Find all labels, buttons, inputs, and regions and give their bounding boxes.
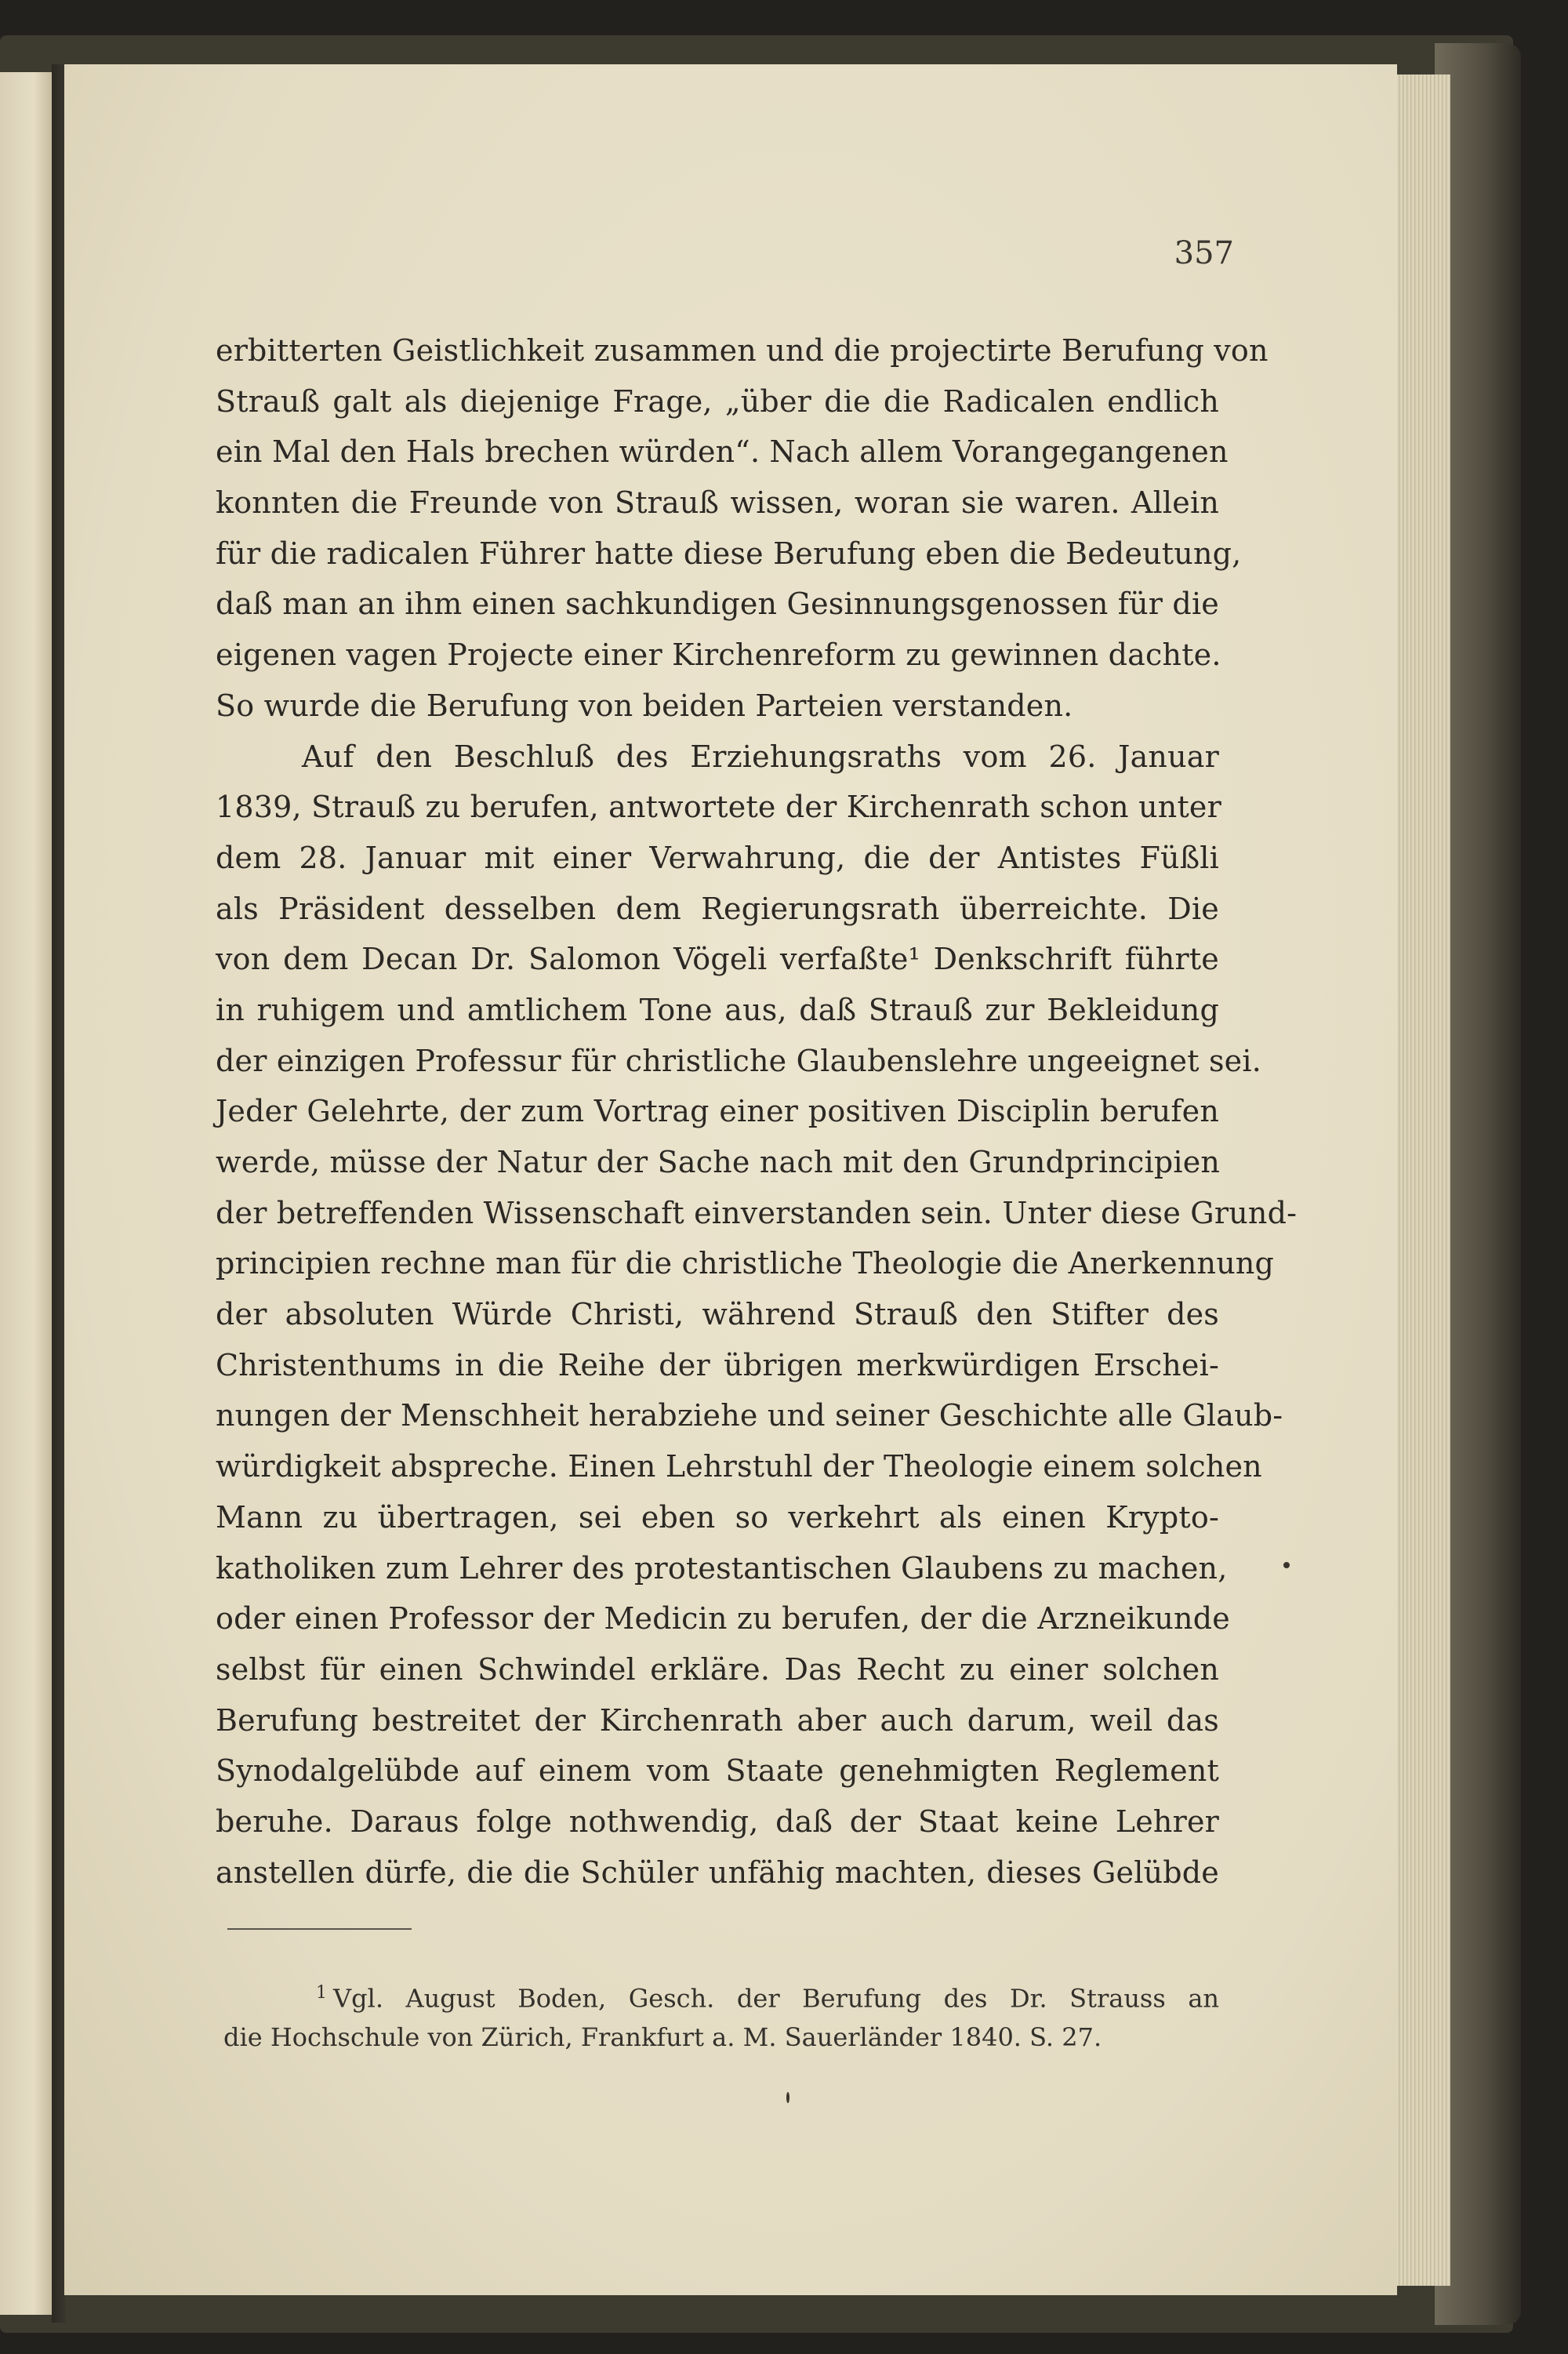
text-line: werde, müsse der Natur der Sache nach mit den Grundprincipien (216, 1145, 1221, 1179)
text-line: dem 28. Januar mit einer Verwahrung, die der Antistes Füßli (216, 840, 1219, 875)
text-line: So wurde die Berufung von beiden Parteien verstanden. (216, 688, 1073, 723)
text-line: anstellen dürfe, die die Schüler unfähig machten, dieses Gelübde (216, 1855, 1219, 1890)
text-line: principien rechne man für die christliche Theologie die Anerkennung (216, 1246, 1275, 1281)
text-line: ein Mal den Hals brechen würden“. Nach allem Vorangegangenen (216, 434, 1229, 470)
text-line: erbitterten Geistlichkeit zusammen und die projectirte Berufung von (216, 333, 1269, 368)
text-line: Berufung bestreitet der Kirchenrath aber auch darum, weil das (216, 1702, 1219, 1738)
text-line: konnten die Freunde von Strauß wissen, woran sie waren. Allein (216, 485, 1219, 521)
text-line: der einzigen Professur für christliche Glaubenslehre ungeeignet sei. (216, 1043, 1261, 1078)
footnote-rule (227, 1928, 412, 1930)
text-line: daß man an ihm einen sachkundigen Gesinnungsgenossen für die (216, 587, 1219, 622)
text-line: als Präsident desselben dem Regierungsrath überreichte. Die (216, 891, 1219, 926)
text-line: nungen der Menschheit herabziehe und seiner Geschichte alle Glaub- (216, 1398, 1283, 1433)
footnote-line: die Hochschule von Zürich, Frankfurt a. M. Sauerländer 1840. S. 27. (223, 2022, 1102, 2052)
text-line: für die radicalen Führer hatte diese Berufung eben die Bedeutung, (216, 536, 1242, 571)
facing-page (0, 72, 56, 2315)
text-line: in ruhigem und amtlichem Tone aus, daß Strauß zur Bekleidung (216, 992, 1219, 1027)
ink-speck (1283, 1562, 1290, 1568)
text-line: eigenen vagen Projecte einer Kirchenreform zu gewinnen dachte. (216, 638, 1221, 673)
text-line: der absoluten Würde Christi, während Strauß den Stifter des (216, 1297, 1219, 1332)
footnote-mark: 1 (316, 1983, 327, 2003)
text-line: oder einen Professor der Medicin zu berufen, der die Arzneikunde (216, 1601, 1230, 1637)
text-line: Synodalgelübde auf einem vom Staate genehmigten Reglement (216, 1753, 1219, 1789)
body-text (216, 325, 1298, 1898)
ink-speck (786, 2092, 789, 2103)
page-number: 357 (1174, 235, 1234, 271)
page-edges (1388, 74, 1450, 2286)
text-line: beruhe. Daraus folge nothwendig, daß der Staat keine Lehrer (216, 1804, 1219, 1839)
footnote-text: Vgl. August Boden, Gesch. der Berufung des Dr. Strauss an (333, 1983, 1219, 2014)
text-line: von dem Decan Dr. Salomon Vögeli verfaßte¹ Denkschrift führte (216, 942, 1219, 977)
text-line: selbst für einen Schwindel erkläre. Das Recht zu einer solchen (216, 1651, 1219, 1687)
text-line: würdigkeit abspreche. Einen Lehrstuhl der Theologie einem solchen (216, 1449, 1262, 1484)
text-line: der betreffenden Wissenschaft einverstanden sein. Unter diese Grund- (216, 1195, 1298, 1230)
text-line: 1839, Strauß zu berufen, antwortete der Kirchenrath schon unter (216, 790, 1221, 825)
text-line: Christenthums in die Reihe der übrigen merkwürdigen Erschei- (216, 1347, 1219, 1382)
footnote (223, 1971, 1219, 2059)
text-line: Jeder Gelehrte, der zum Vortrag einer positiven Disciplin berufen (216, 1094, 1219, 1129)
text-line: Auf den Beschluß des Erziehungsraths vom 26. Januar (302, 739, 1219, 774)
text-line: Mann zu übertragen, sei eben so verkehrt als einen Krypto- (216, 1499, 1219, 1535)
footnote-line (223, 1971, 1219, 2015)
text-line: Strauß galt als diejenige Frage, „über die die Radicalen endlich (216, 383, 1219, 419)
text-line: katholiken zum Lehrer des protestantischen Glaubens zu machen, (216, 1550, 1228, 1586)
